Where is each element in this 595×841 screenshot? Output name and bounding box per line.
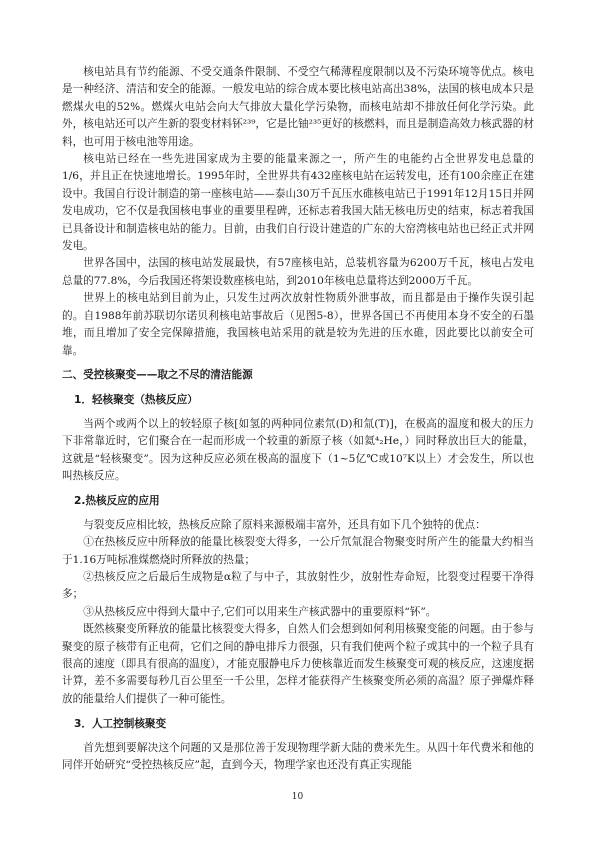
paragraph-france-nuclear: 世界各国中，法国的核电站发展最快，有57座核电站，总装机容量为6200万千瓦，核电占发电总量的77.8%，今后我国还将架设数座核电站，到2010年核电总量将达到2000万千瓦。 bbox=[62, 257, 534, 287]
paragraph-nuclear-advantages: 核电站具有节约能源、不受交通条件限制、不受空气稀薄程度限制以及不污染环境等优点。核电是一种经济、清洁和安全的能源。一般发电站的综合成本要比核电站高出38%，法国的核电成本只是燃煤火电的52%。燃煤火电站会向大气排放大量化学污染物，而核电站却不排放任何化学污染。此外，核电站还可以产生新的裂变材料钚²³⁹，它是比铀²³⁵更好的核燃料，而且是制造高效力核武器的材料，也可用于核电池等用途。 bbox=[62, 66, 534, 148]
paragraph-fermi-research: 首先想到要解决这个问题的又是那位善于发现物理学新大陆的费米先生。从四十年代费米和他的同伴开始研究“受控热核反应”起，直到今天，物理学家也还没有真正实现能 bbox=[62, 741, 534, 772]
page-content bbox=[62, 64, 534, 774]
paragraph-fusion-advantages-intro: 与裂变反应相比较，热核反应除了原料来源极端丰富外，还具有如下几个独特的优点： bbox=[83, 518, 486, 531]
subheading-controlled-fusion: 3．人工控制核聚变 bbox=[74, 718, 167, 731]
paragraph-advantage-1: ①在热核反应中所释放的能量比核裂变大得多，一公斤氘氚混合物聚变时所产生的能量大约相当于1.16万吨标准煤燃烧时所释放的热量； bbox=[62, 536, 534, 566]
paragraph-advantage-3: ③从热核反应中得到大量中子,它们可以用来生产核武器中的重要原料“钚”。 bbox=[83, 605, 437, 618]
subheading-light-nuclear-fusion: 1．轻核聚变（热核反应） bbox=[74, 394, 198, 407]
paragraph-fusion-definition: 当两个或两个以上的较轻原子核[如氢的两种同位素氘(D)和氚(T)]，在极高的温度和极大的压力下非常靠近时，它们聚合在一起而形成一个较重的新原子核（如氦⁴₂He，）同时释放出巨大的能量，这就是“轻核聚变”。因为这种反应必须在极高的温度下（1~5亿℃或10⁷K以上）才会发生，所以也叫热核反应。 bbox=[62, 417, 534, 482]
paragraph-nuclear-growth: 核电站已经在一些先进国家成为主要的能量来源之一，所产生的电能约占全世界发电总量的1/6，并且正在快速地增长。1995年时，全世界共有432座核电站在运转发电，还有100余座正在建设中。我国自行设计制造的第一座核电站——泰山30万千瓦压水碓核电站已于1991年12月15日并网发电成功，它不仅是我国核电事业的重要里程碑，还标志着我国大陆无核电历史的结束，标志着我国已具备设计和制造核电站的能力。目前，由我们自行设计建造的广东的大窑湾核电站也已经正式并网发电。 bbox=[62, 153, 534, 253]
subheading-fusion-applications: 2.热核反应的应用 bbox=[74, 495, 160, 508]
paragraph-fusion-challenge: 既然核聚变所释放的能量比核裂变大得多，自然人们会想到如何利用核聚变能的问题。由于参与聚变的原子核带有正电荷，它们之间的静电排斥力很强，只有我们使两个粒子或其中的一个粒子具有很高的速度（即具有很高的温度），才能克服静电斥力使核靠近而发生核聚变可观的核反应，这速度据计算，差不多需要每秒几百公里至一千公里，怎样才能获得产生核聚变所必须的高温？原子弹爆炸释放的能量给人们提供了一种可能性。 bbox=[62, 623, 534, 705]
paragraph-nuclear-safety: 世界上的核电站到目前为止，只发生过两次放射性物质外泄事故，而且都是由于操作失误引起的。自1988年前苏联切尔诺贝利核电站事故后（见图5-8），世界各国已不再使用本身不安全的石墨堆，而且增加了安全完保障措施，我国核电站采用的就是较为先进的压水碓，因此要比以前安全可靠。 bbox=[62, 292, 534, 357]
paragraph-advantage-2: ②热核反应之后最后生成物是α粒了与中子，其放射性少，放射性寿命短，比裂变过程要干净得多； bbox=[62, 570, 534, 601]
page-number: 10 bbox=[291, 792, 304, 802]
section-heading-controlled-fusion: 二、受控核聚变——取之不尽的清洁能源 bbox=[62, 368, 253, 381]
